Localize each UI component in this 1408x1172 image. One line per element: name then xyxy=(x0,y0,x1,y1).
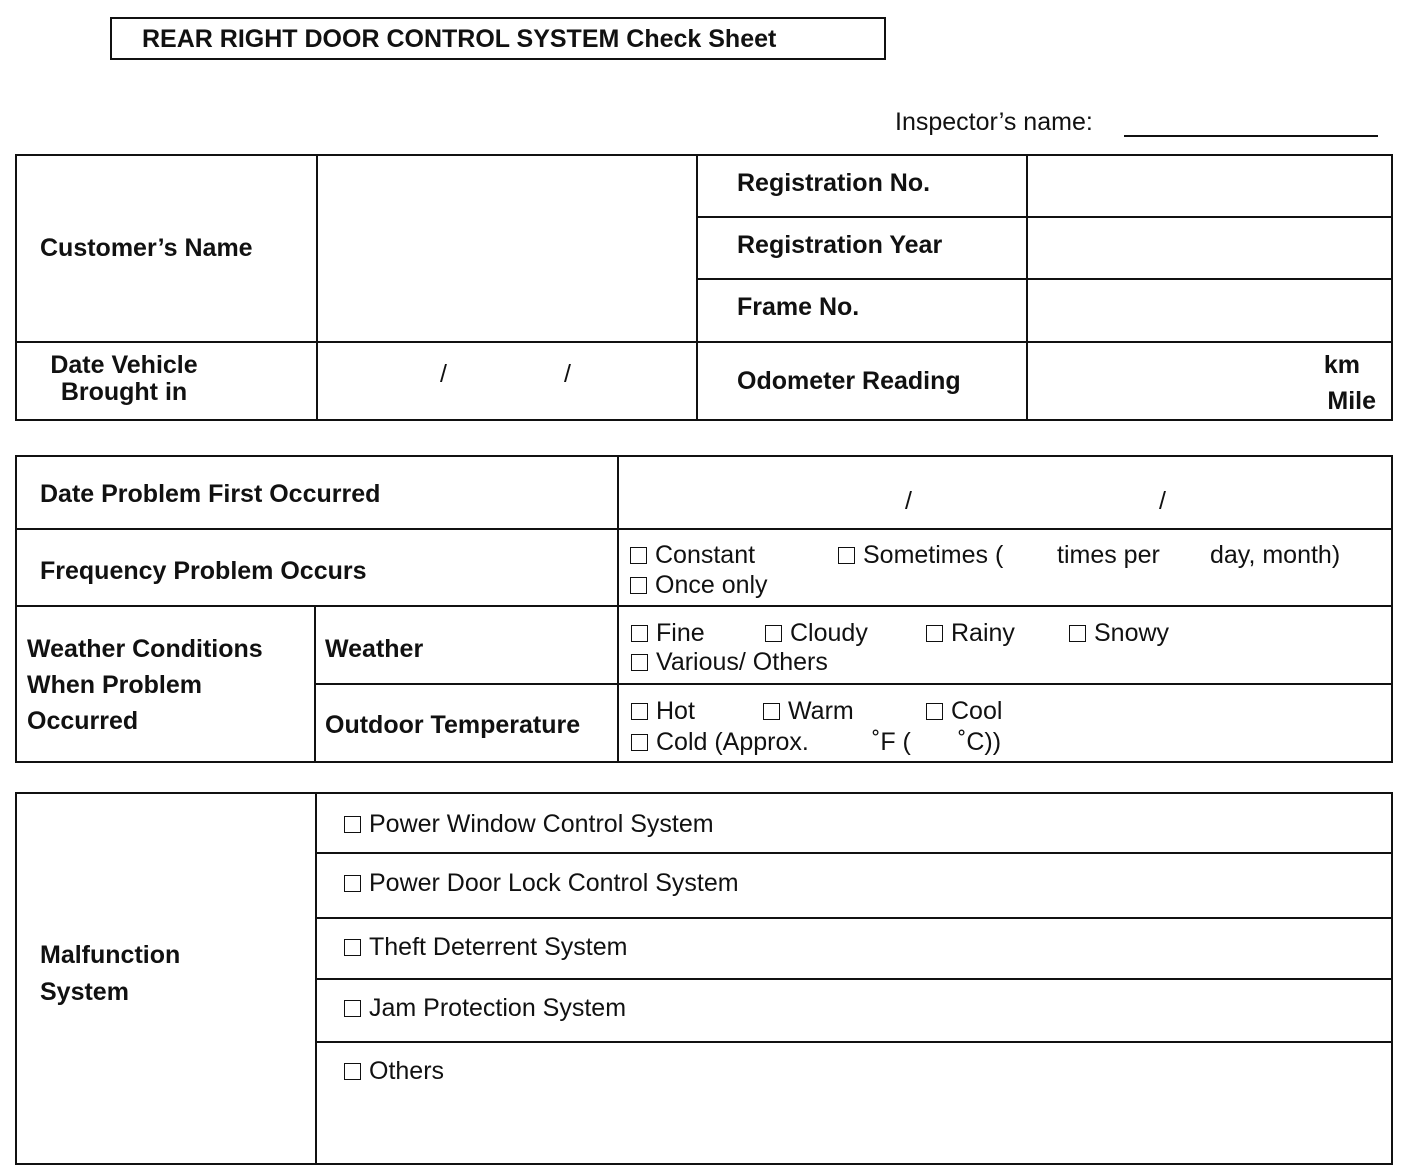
checkbox[interactable] xyxy=(631,734,648,751)
odometer-label: Odometer Reading xyxy=(737,367,961,395)
weather-fine-text: Fine xyxy=(656,619,705,647)
divider xyxy=(696,155,698,420)
checkbox[interactable] xyxy=(926,703,943,720)
inspector-name-field[interactable] xyxy=(1124,135,1378,137)
frame-no-field[interactable] xyxy=(1028,280,1391,340)
malfunction-label-line2: System xyxy=(40,978,129,1006)
date-separator: / xyxy=(564,360,571,388)
date-brought-in-label xyxy=(40,352,208,406)
temp-hot-option[interactable] xyxy=(631,696,695,726)
date-brought-in-field[interactable] xyxy=(318,343,695,419)
checkbox[interactable] xyxy=(631,654,648,671)
weather-conditions-line3: Occurred xyxy=(27,707,139,735)
malfunction-option-text: Power Window Control System xyxy=(369,810,714,838)
checkbox[interactable] xyxy=(926,625,943,642)
malfunction-option[interactable] xyxy=(344,809,714,839)
malfunction-option[interactable] xyxy=(344,1056,444,1086)
freq-times-per: times per xyxy=(1057,541,1160,569)
weather-rainy-option[interactable] xyxy=(926,618,1015,648)
checkbox[interactable] xyxy=(344,939,361,956)
outdoor-temperature-label: Outdoor Temperature xyxy=(325,711,581,739)
date-separator: / xyxy=(1159,487,1166,515)
temp-celsius: ˚C)) xyxy=(958,728,1002,756)
checkbox[interactable] xyxy=(630,577,647,594)
weather-snowy-text: Snowy xyxy=(1094,619,1170,647)
weather-cloudy-option[interactable] xyxy=(765,618,868,648)
checkbox[interactable] xyxy=(630,547,647,564)
check-sheet-title: REAR RIGHT DOOR CONTROL SYSTEM Check Sheet xyxy=(110,17,886,60)
customer-name-label: Customer’s Name xyxy=(40,234,253,262)
odometer-field[interactable] xyxy=(1028,343,1391,419)
unit-mile: Mile xyxy=(1327,387,1376,415)
weather-conditions-line1: Weather Conditions xyxy=(27,635,263,663)
frame-no-label: Frame No. xyxy=(737,293,860,321)
customer-name-field[interactable] xyxy=(318,156,695,340)
weather-cloudy-text: Cloudy xyxy=(790,619,868,647)
malfunction-option-text: Others xyxy=(369,1057,445,1085)
malfunction-option-text: Jam Protection System xyxy=(369,994,627,1022)
temp-warm-option[interactable] xyxy=(763,696,854,726)
frequency-label: Frequency Problem Occurs xyxy=(40,557,367,585)
temp-warm-text: Warm xyxy=(788,697,854,725)
inspector-label: Inspector’s name: xyxy=(895,108,1093,136)
divider xyxy=(316,852,1392,854)
divider xyxy=(16,528,1392,530)
registration-no-label: Registration No. xyxy=(737,169,931,197)
checkbox[interactable] xyxy=(838,547,855,564)
date-brought-in-line1: Date Vehicle xyxy=(50,351,198,379)
weather-label: Weather xyxy=(325,635,424,663)
weather-conditions-line2: When Problem xyxy=(27,671,203,699)
date-separator: / xyxy=(905,487,912,515)
malfunction-label-line1: Malfunction xyxy=(40,941,181,969)
freq-day-month: day, month) xyxy=(1210,541,1341,569)
malfunction-system-label xyxy=(40,937,180,1011)
weather-conditions-label xyxy=(27,631,263,739)
weather-fine-option[interactable] xyxy=(631,618,705,648)
weather-various-option[interactable] xyxy=(631,647,828,677)
malfunction-option-text: Theft Deterrent System xyxy=(369,933,628,961)
checkbox[interactable] xyxy=(763,703,780,720)
temp-cool-option[interactable] xyxy=(926,696,1002,726)
temp-cold-option[interactable] xyxy=(631,727,809,757)
divider xyxy=(316,978,1392,980)
weather-rainy-text: Rainy xyxy=(951,619,1015,647)
registration-year-label: Registration Year xyxy=(737,231,943,259)
freq-once-text: Once only xyxy=(655,571,768,599)
weather-snowy-option[interactable] xyxy=(1069,618,1169,648)
malfunction-option[interactable] xyxy=(344,932,627,962)
temp-cool-text: Cool xyxy=(951,697,1003,725)
weather-various-text: Various/ Others xyxy=(656,648,828,676)
date-first-occurred-field[interactable] xyxy=(619,457,1392,527)
divider xyxy=(316,917,1392,919)
freq-once-option[interactable] xyxy=(630,570,768,600)
checkbox[interactable] xyxy=(1069,625,1086,642)
freq-sometimes-option[interactable] xyxy=(838,540,1003,570)
temp-fahrenheit: ˚F ( xyxy=(872,728,911,756)
date-separator: / xyxy=(440,360,447,388)
checkbox[interactable] xyxy=(765,625,782,642)
malfunction-option-text: Power Door Lock Control System xyxy=(369,869,739,897)
registration-year-field[interactable] xyxy=(1028,218,1391,277)
checkbox[interactable] xyxy=(631,625,648,642)
freq-constant-text: Constant xyxy=(655,541,756,569)
registration-no-field[interactable] xyxy=(1028,156,1391,215)
divider xyxy=(16,605,1392,607)
freq-sometimes-text: Sometimes ( xyxy=(863,541,1004,569)
freq-constant-option[interactable] xyxy=(630,540,755,570)
checkbox[interactable] xyxy=(344,875,361,892)
checkbox[interactable] xyxy=(631,703,648,720)
checkbox[interactable] xyxy=(344,1063,361,1080)
unit-km: km xyxy=(1323,351,1360,379)
divider xyxy=(316,1041,1392,1043)
temp-cold-text: Cold (Approx. xyxy=(656,728,809,756)
temp-hot-text: Hot xyxy=(656,697,695,725)
date-first-occurred-label: Date Problem First Occurred xyxy=(40,480,381,508)
date-brought-in-line2: Brought in xyxy=(60,378,188,406)
divider xyxy=(315,683,1392,685)
checkbox[interactable] xyxy=(344,816,361,833)
malfunction-option[interactable] xyxy=(344,993,626,1023)
malfunction-option[interactable] xyxy=(344,868,739,898)
checkbox[interactable] xyxy=(344,1000,361,1017)
